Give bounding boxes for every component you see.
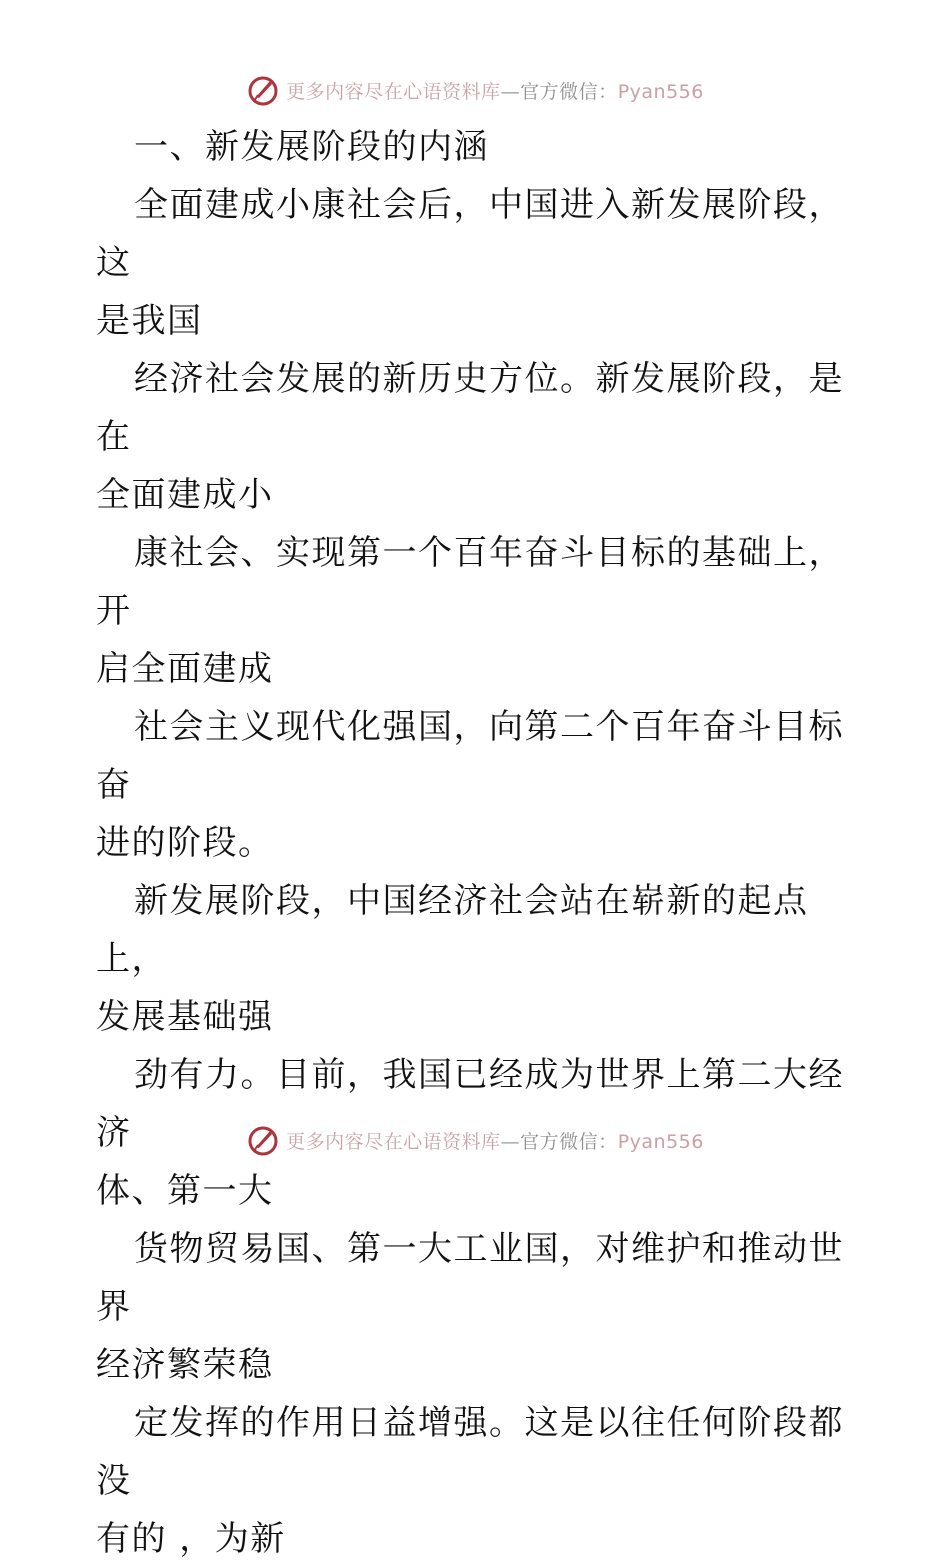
paragraph-line: 全面建成小 (96, 475, 274, 515)
watermark-wechat-label: 官方微信： (520, 80, 618, 103)
paragraph (96, 176, 856, 350)
paragraph (96, 698, 856, 872)
paragraph (96, 350, 856, 524)
watermark-separator: — (500, 1130, 521, 1153)
paragraph (96, 524, 856, 698)
section-heading: 一、新发展阶段的内涵 (134, 127, 489, 167)
paragraph-line: 定发挥的作用日益增强。这是以往任何阶段都没 (96, 1403, 844, 1501)
paragraph-line: 社会主义现代化强国，向第二个百年奋斗目标奋 (96, 707, 844, 805)
paragraph-line: 劲有力。目前，我国已经成为世界上第二大经济 (96, 1055, 844, 1153)
watermark-header (0, 70, 950, 110)
paragraph-line: 经济繁荣稳 (96, 1345, 274, 1385)
paragraph-line: 是我国 (96, 301, 203, 341)
watermark-wechat-id: Pyan556 (617, 1130, 704, 1153)
watermark-text (286, 1127, 704, 1154)
watermark-site-text: 更多内容尽在心语资料库 (286, 1130, 501, 1153)
paragraph-line: 有的 ，为新 (96, 1519, 286, 1559)
paragraph-line: 体、第一大 (96, 1171, 274, 1211)
watermark-footer (0, 1120, 950, 1160)
document-body (96, 118, 856, 1568)
paragraph (96, 872, 856, 1046)
paragraph (96, 1394, 856, 1568)
paragraph (96, 1220, 856, 1394)
paragraph-line: 发展基础强 (96, 997, 274, 1037)
quill-logo-icon (246, 1123, 280, 1157)
quill-logo-icon (246, 73, 280, 107)
paragraph-line: 启全面建成 (96, 649, 274, 689)
paragraph-line: 康社会、实现第一个百年奋斗目标的基础上，开 (96, 533, 844, 631)
watermark-text (286, 77, 704, 104)
paragraph-line: 全面建成小康社会后，中国进入新发展阶段，这 (96, 185, 844, 283)
paragraph-line: 经济社会发展的新历史方位。新发展阶段，是在 (96, 359, 844, 457)
watermark-site-text: 更多内容尽在心语资料库 (286, 80, 501, 103)
watermark-separator: — (500, 80, 521, 103)
watermark-wechat-id: Pyan556 (617, 80, 704, 103)
paragraph-line: 货物贸易国、第一大工业国，对维护和推动世界 (96, 1229, 844, 1327)
paragraph-line: 新发展阶段，中国经济社会站在崭新的起点上， (96, 881, 809, 979)
paragraph-line: 进的阶段。 (96, 823, 274, 863)
watermark-wechat-label: 官方微信： (520, 1130, 618, 1153)
